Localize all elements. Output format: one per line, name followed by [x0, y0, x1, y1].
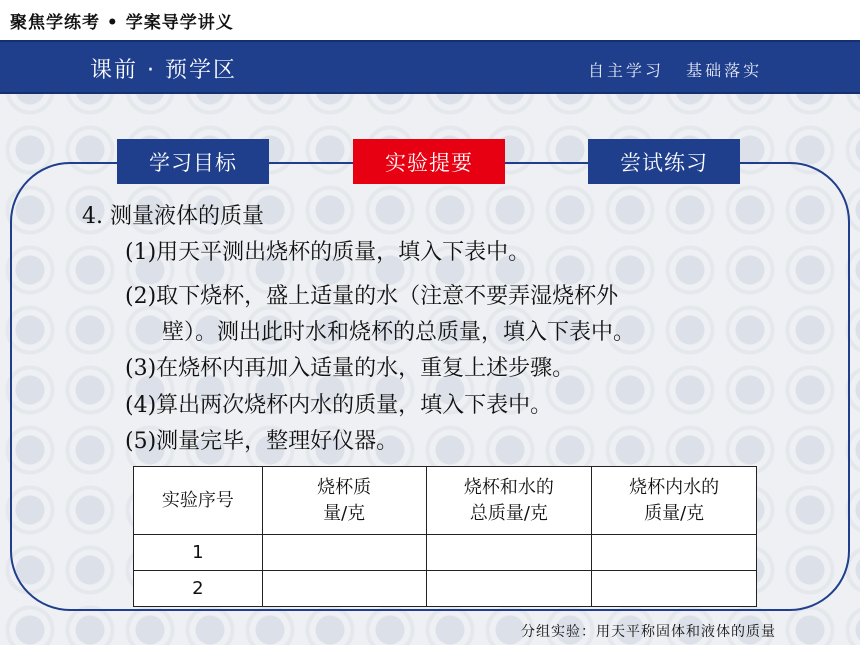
table-row: [134, 571, 757, 607]
measurement-table: [133, 466, 757, 607]
top-bar: [0, 0, 860, 40]
header-trial-number: 实验序号: [134, 467, 263, 535]
header-total-mass: [426, 467, 592, 535]
table-header-row: [134, 467, 757, 535]
step-heading: 4. 测量液体的质量: [82, 204, 264, 229]
section-title: 课前 · 预学区: [90, 58, 237, 83]
step-1: (1)用天平测出烧杯的质量，填入下表中。: [125, 240, 531, 265]
table-cell: [262, 571, 426, 607]
header-water-mass-line-1: 烧杯内水的: [629, 476, 720, 498]
step-3: (3)在烧杯内再加入适量的水，重复上述步骤。: [125, 356, 575, 381]
table-cell: 1: [134, 535, 263, 571]
table-cell: [592, 535, 757, 571]
section-tag: 自主学习 基础落实: [588, 61, 763, 80]
step-2: (2)取下烧杯，盛上适量的水（注意不要弄湿烧杯外: [125, 284, 619, 309]
tab-practice[interactable]: 尝试练习: [588, 139, 740, 184]
header-beaker-mass-line-2: 量/克: [323, 502, 366, 524]
tab-experiment-summary[interactable]: 实验提要: [353, 139, 505, 184]
header-beaker-mass-line-1: 烧杯质: [317, 476, 372, 498]
tab-learning-goals[interactable]: 学习目标: [117, 139, 269, 184]
step-2-continued: 壁）。测出此时水和烧杯的总质量，填入下表中。: [162, 320, 636, 345]
table-cell: 2: [134, 571, 263, 607]
brand-title: 聚焦学练考 • 学案导学讲义: [10, 13, 234, 33]
header-beaker-mass: [262, 467, 426, 535]
header-water-mass: [592, 467, 757, 535]
section-banner: [0, 40, 860, 94]
header-water-mass-line-2: 质量/克: [644, 502, 705, 524]
header-total-mass-line-1: 烧杯和水的: [463, 476, 554, 498]
footer-caption: 分组实验：用天平称固体和液体的质量: [521, 624, 776, 640]
table-cell: [426, 535, 592, 571]
table-row: [134, 535, 757, 571]
table-cell: [262, 535, 426, 571]
step-5: (5)测量完毕，整理好仪器。: [125, 429, 399, 454]
step-4: (4)算出两次烧杯内水的质量，填入下表中。: [125, 393, 553, 418]
header-total-mass-line-2: 总质量/克: [469, 502, 548, 524]
table-cell: [592, 571, 757, 607]
table-cell: [426, 571, 592, 607]
